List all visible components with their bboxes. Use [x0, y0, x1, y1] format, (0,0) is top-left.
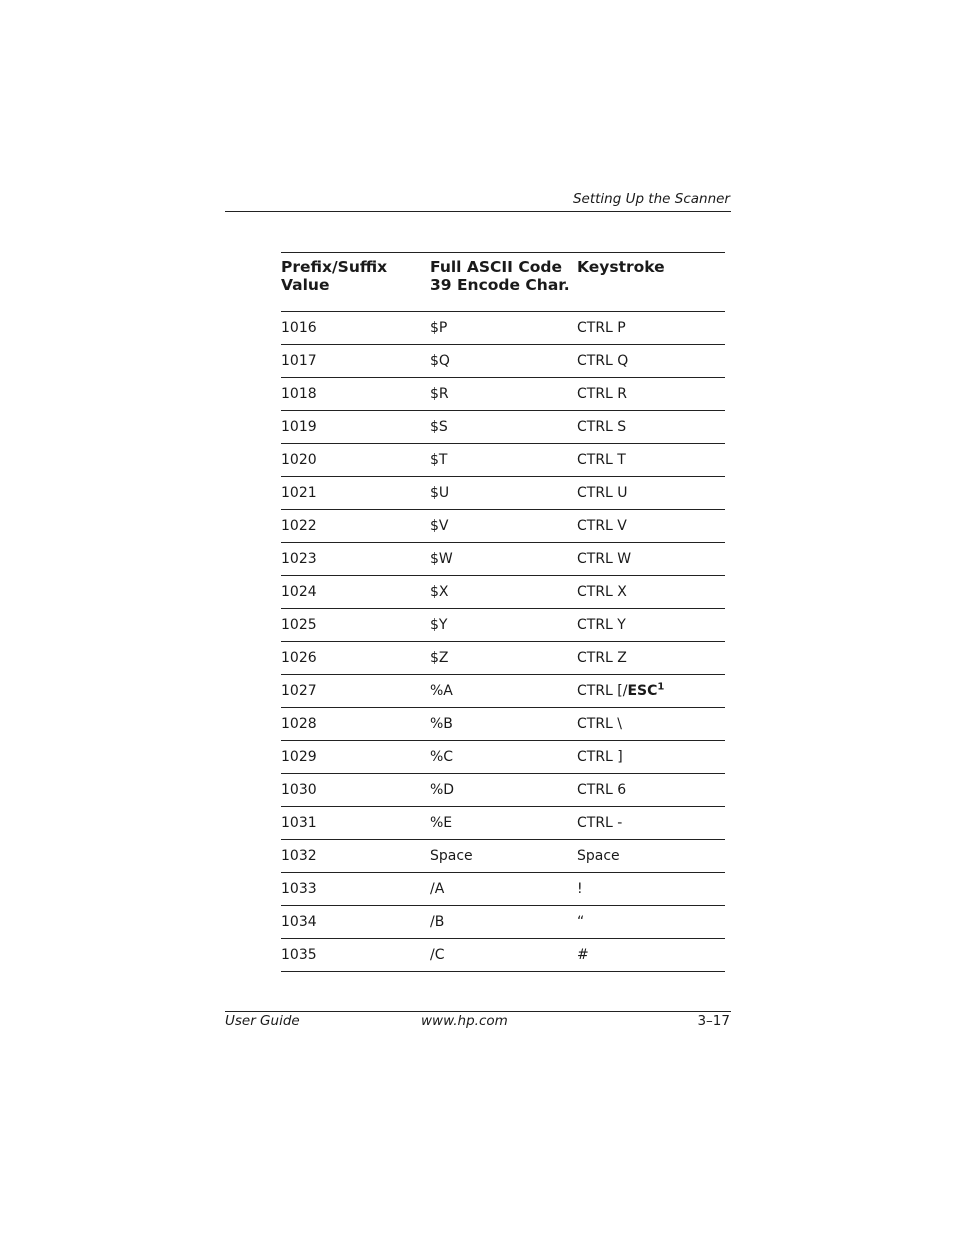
keystroke-cell	[577, 345, 725, 378]
table-row	[281, 807, 725, 840]
keystroke-cell	[577, 873, 725, 906]
keystroke-text: CTRL V	[577, 518, 627, 534]
table-row	[281, 873, 725, 906]
prefix-suffix-value-cell: 1018	[281, 378, 430, 411]
footer-rule	[225, 1011, 731, 1012]
keystroke-text: CTRL Z	[577, 650, 627, 666]
prefix-suffix-value-cell: 1023	[281, 543, 430, 576]
encode-char-cell: /C	[430, 939, 577, 972]
encode-char-cell: $Q	[430, 345, 577, 378]
running-header-title: Setting Up the Scanner	[572, 191, 730, 207]
prefix-suffix-value-cell: 1033	[281, 873, 430, 906]
keystroke-cell	[577, 411, 725, 444]
keystroke-cell	[577, 807, 725, 840]
keystroke-text: CTRL Q	[577, 353, 629, 369]
encode-char-cell: %A	[430, 675, 577, 708]
footer-website: www.hp.com	[421, 1013, 508, 1029]
table-row	[281, 840, 725, 873]
keystroke-text: CTRL -	[577, 815, 623, 831]
keystroke-cell	[577, 510, 725, 543]
prefix-suffix-value-cell: 1031	[281, 807, 430, 840]
table-row	[281, 675, 725, 708]
keystroke-text: CTRL X	[577, 584, 627, 600]
encode-char-cell: %E	[430, 807, 577, 840]
prefix-suffix-value-cell: 1030	[281, 774, 430, 807]
keystroke-cell	[577, 642, 725, 675]
encode-char-cell: $R	[430, 378, 577, 411]
table-row	[281, 378, 725, 411]
encode-char-cell: $Z	[430, 642, 577, 675]
prefix-suffix-code-table	[281, 252, 725, 972]
keystroke-text: #	[577, 947, 589, 963]
keystroke-text: !	[577, 881, 583, 897]
prefix-suffix-value-cell: 1028	[281, 708, 430, 741]
table-row	[281, 609, 725, 642]
table-row	[281, 576, 725, 609]
footer-guide-title: User Guide	[225, 1013, 300, 1029]
table-row	[281, 543, 725, 576]
footnote-marker: 1	[657, 681, 665, 693]
keystroke-text: CTRL U	[577, 485, 628, 501]
keystroke-text: CTRL 6	[577, 782, 627, 798]
keystroke-text: CTRL P	[577, 320, 626, 336]
keystroke-text: “	[577, 914, 585, 930]
keystroke-cell	[577, 939, 725, 972]
prefix-suffix-value-cell: 1024	[281, 576, 430, 609]
column-header-encode-char	[430, 253, 577, 312]
keystroke-cell	[577, 774, 725, 807]
prefix-suffix-value-cell: 1019	[281, 411, 430, 444]
prefix-suffix-value-cell: 1026	[281, 642, 430, 675]
keystroke-text: CTRL Y	[577, 617, 626, 633]
column-header-line: 39 Encode Char.	[430, 276, 570, 294]
encode-char-cell: $X	[430, 576, 577, 609]
column-header-keystroke	[577, 253, 725, 312]
table-row	[281, 939, 725, 972]
encode-char-cell: $Y	[430, 609, 577, 642]
keystroke-text: CTRL S	[577, 419, 627, 435]
prefix-suffix-value-cell: 1034	[281, 906, 430, 939]
table-row	[281, 444, 725, 477]
table-header-row	[281, 253, 725, 312]
table-row	[281, 345, 725, 378]
encode-char-cell: $W	[430, 543, 577, 576]
table-row	[281, 642, 725, 675]
keystroke-cell	[577, 477, 725, 510]
keystroke-text: CTRL W	[577, 551, 632, 567]
prefix-suffix-value-cell: 1025	[281, 609, 430, 642]
column-header-prefix-suffix-value	[281, 253, 430, 312]
encode-char-cell: Space	[430, 840, 577, 873]
keystroke-cell	[577, 906, 725, 939]
column-header-line: Keystroke	[577, 258, 665, 276]
keystroke-cell	[577, 741, 725, 774]
encode-char-cell: $V	[430, 510, 577, 543]
prefix-suffix-value-cell: 1017	[281, 345, 430, 378]
keystroke-cell	[577, 609, 725, 642]
table-body	[281, 312, 725, 972]
encode-char-cell: $T	[430, 444, 577, 477]
prefix-suffix-value-cell: 1035	[281, 939, 430, 972]
keystroke-text: CTRL ]	[577, 749, 623, 765]
prefix-suffix-value-cell: 1022	[281, 510, 430, 543]
column-header-line: Value	[281, 276, 330, 294]
keystroke-text: CTRL \	[577, 716, 623, 732]
prefix-suffix-value-cell: 1027	[281, 675, 430, 708]
prefix-suffix-value-cell: 1020	[281, 444, 430, 477]
prefix-suffix-value-cell: 1021	[281, 477, 430, 510]
keystroke-cell	[577, 576, 725, 609]
keystroke-esc-label: ESC	[627, 683, 658, 699]
keystroke-cell	[577, 444, 725, 477]
encode-char-cell: $U	[430, 477, 577, 510]
column-header-line: Full ASCII Code	[430, 258, 562, 276]
encode-char-cell: $S	[430, 411, 577, 444]
table-row	[281, 774, 725, 807]
keystroke-cell	[577, 708, 725, 741]
keystroke-text: CTRL T	[577, 452, 626, 468]
column-header-line: Prefix/Suffix	[281, 258, 388, 276]
encode-char-cell: /B	[430, 906, 577, 939]
prefix-suffix-value-cell: 1016	[281, 312, 430, 345]
prefix-suffix-value-cell: 1029	[281, 741, 430, 774]
keystroke-cell	[577, 312, 725, 345]
table-row	[281, 510, 725, 543]
table-row	[281, 708, 725, 741]
footer-page-number: 3–17	[697, 1013, 730, 1029]
prefix-suffix-value-cell: 1032	[281, 840, 430, 873]
table-row	[281, 411, 725, 444]
keystroke-cell	[577, 543, 725, 576]
table-row	[281, 906, 725, 939]
header-rule	[225, 211, 731, 212]
encode-char-cell: %C	[430, 741, 577, 774]
encode-char-cell: %D	[430, 774, 577, 807]
keystroke-cell	[577, 675, 725, 708]
keystroke-text: CTRL [/	[577, 683, 628, 699]
table-row	[281, 741, 725, 774]
table-row	[281, 312, 725, 345]
table-row	[281, 477, 725, 510]
encode-char-cell: $P	[430, 312, 577, 345]
keystroke-cell	[577, 840, 725, 873]
keystroke-cell	[577, 378, 725, 411]
encode-char-cell: %B	[430, 708, 577, 741]
keystroke-text: CTRL R	[577, 386, 628, 402]
encode-char-cell: /A	[430, 873, 577, 906]
keystroke-text: Space	[577, 848, 620, 864]
